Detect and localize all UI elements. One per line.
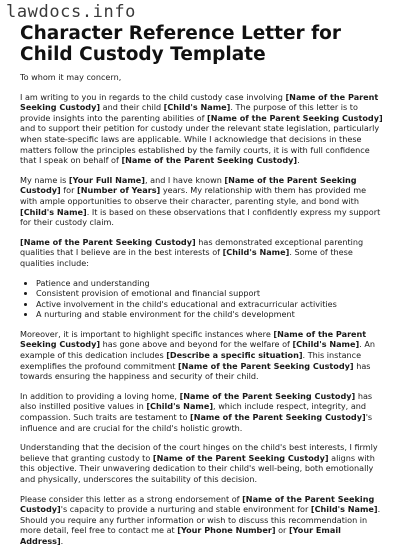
placeholder-field: [Child's Name] <box>310 504 378 515</box>
text-run: has towards ensuring the happiness and security of their child. <box>20 360 371 382</box>
text-run: or <box>275 525 289 536</box>
text-run: years. My relationship with them has provided me with ample opportunities to observe their character, parenting style, and bond with <box>20 185 367 206</box>
placeholder-field: [Child's Name] <box>20 206 87 217</box>
placeholder-field: [Number of Years] <box>77 185 161 196</box>
text-run: aligns with this objective. Their unwavering dedication to their child's well-being, both emotionally and physically, underscores the suitability of this decision. <box>20 452 375 484</box>
placeholder-field: [Name of the Parent Seeking Custody] <box>207 112 383 123</box>
text-run: and to support their petition for custody under the relevant state legislation, particularly when state-specific laws are applicable. While I acknowledge that decisions in these matters follow the principles established by the family courts, it is with full confidence that I speak on behalf of <box>20 123 380 166</box>
text-run: . This instance exemplifies the profound commitment <box>20 350 362 371</box>
paragraph-closing <box>20 494 385 547</box>
letter-body <box>20 72 385 556</box>
text-run: has gone above and beyond for the welfare of <box>100 339 293 350</box>
text-run: , and I have known <box>144 174 225 185</box>
placeholder-field: [Name of the Parent Seeking Custody] <box>20 236 196 247</box>
placeholder-field: [Name of the Parent Seeking Custody] <box>20 174 357 196</box>
paragraph-introduction <box>20 92 385 166</box>
paragraph-specific-instance <box>20 329 385 382</box>
placeholder-field: [Child's Name] <box>292 339 360 350</box>
placeholder-field: [Name of the Parent Seeking Custody] <box>121 155 298 166</box>
placeholder-field: [Child's Name] <box>222 247 290 258</box>
text-run: for <box>60 185 77 196</box>
text-run: 's influence and are crucial for the child's holistic growth. <box>20 412 373 433</box>
placeholder-field: [Your Phone Number] <box>177 525 276 536</box>
text-run: has demonstrated exceptional parenting qualities that I believe are in the best interests of <box>20 236 364 258</box>
text-run: 's capacity to provide a nurturing and stable environment for <box>60 504 311 515</box>
text-run: . The purpose of this letter is to provide insights into the parenting abilities of <box>20 102 358 123</box>
placeholder-field: [Your Email Address] <box>20 525 341 546</box>
quality-item: • A nurturing and stable environment for the child's development <box>36 309 385 320</box>
page-title: Character Reference Letter for Child Custody Template <box>20 23 341 65</box>
placeholder-field: [Your Full Name] <box>68 174 145 185</box>
quality-item: • Patience and understanding <box>36 278 385 289</box>
paragraph-best-interests <box>20 442 385 484</box>
text-run: . <box>297 155 300 166</box>
text-run: Please consider this letter as a strong endorsement of <box>20 493 243 504</box>
paragraph-qualities-intro <box>20 237 385 269</box>
text-run: My name is <box>20 174 69 185</box>
text-run: . An example of this dedication includes <box>20 339 375 361</box>
placeholder-field: [Name of the Parent Seeking Custody] <box>20 91 379 113</box>
text-run: and their child <box>100 102 164 113</box>
placeholder-field: [Name of the Parent Seeking Custody] <box>20 328 367 350</box>
placeholder-field: [Describe a specific situation] <box>166 350 303 361</box>
placeholder-field: [Child's Name] <box>163 102 231 113</box>
text-run: Moreover, it is important to highlight specific instances where <box>20 328 274 339</box>
text-run: . It is based on these observations that I confidently express my support for their custody claim. <box>20 206 381 228</box>
paragraph-relationship <box>20 175 385 228</box>
placeholder-field: [Name of the Parent Seeking Custody] <box>190 412 366 423</box>
site-logo[interactable]: lawdocs.info <box>6 2 137 22</box>
text-run: , which include respect, integrity, and compassion. Such traits are testament to <box>20 401 367 423</box>
placeholder-field: [Name of the Parent Seeking Custody] <box>152 452 329 463</box>
text-run: In addition to providing a loving home, <box>20 390 180 401</box>
placeholder-field: [Name of the Parent Seeking Custody] <box>177 360 354 371</box>
paragraph-values <box>20 391 385 433</box>
placeholder-field: [Name of the Parent Seeking Custody] <box>20 493 375 515</box>
text-run: . <box>60 535 64 546</box>
text-run: I am writing to you in regards to the child custody case involving <box>20 91 286 102</box>
placeholder-field: [Child's Name] <box>146 401 214 412</box>
placeholder-field: [Name of the Parent Seeking Custody] <box>179 390 356 401</box>
text-run: . Some of these qualities include: <box>20 247 353 268</box>
qualities-list <box>20 278 385 320</box>
text-run: . Should you require any further information or wish to discuss this recommendation in more detail, feel free to contact me at <box>20 504 381 536</box>
text-run: Understanding that the decision of the court hinges on the child's best interests, I firmly believe that granting custody to <box>20 442 378 463</box>
quality-item: • Active involvement in the child's educational and extracurricular activities <box>36 299 385 310</box>
quality-item: • Consistent provision of emotional and financial support <box>36 288 385 299</box>
salutation: To whom it may concern, <box>20 72 122 82</box>
text-run: has also instilled positive values in <box>20 390 373 412</box>
